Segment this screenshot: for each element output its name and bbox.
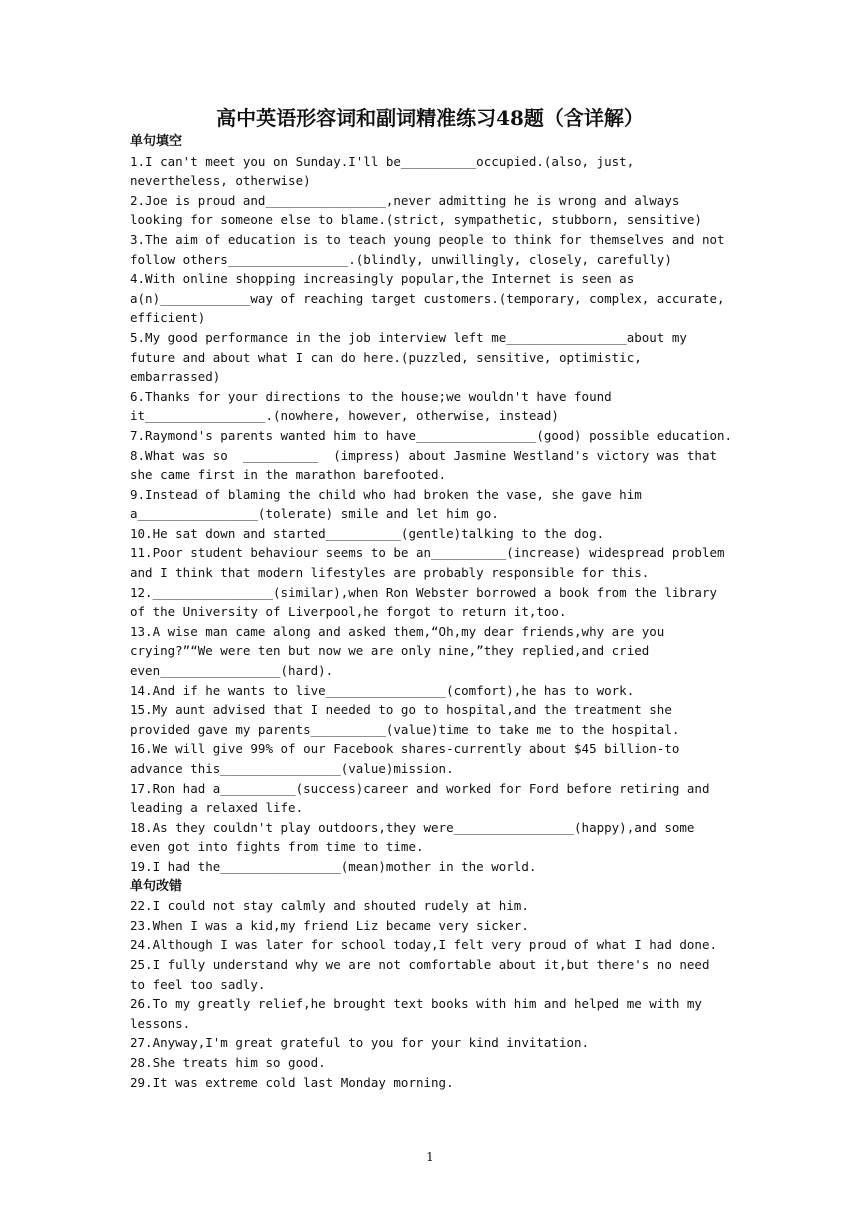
text-line: and I think that modern lifestyles are probably responsible for this. — [130, 565, 650, 581]
text-line: advance this________________(value)mission. — [130, 761, 454, 776]
text-line: 1.I can't meet you on Sunday.I'll be__________occupied.(also, just, — [130, 153, 635, 169]
text-line: even got into fights from time to time. — [130, 839, 424, 855]
text-line: 13.A wise man came along and asked them,“Oh,my dear friends,why are you — [130, 623, 665, 639]
text-line: a________________(tolerate) smile and let him go. — [130, 506, 499, 522]
text-line: 10.He sat down and started__________(gentle)talking to the dog. — [130, 525, 605, 541]
text-line: leading a relaxed life. — [130, 800, 304, 816]
text-line: 14.And if he wants to live________________(comfort),he has to work. — [130, 682, 635, 698]
text-line: it________________.(nowhere, however, otherwise, instead) — [130, 408, 559, 424]
text-line: lessons. — [130, 1015, 191, 1031]
text-line: 23.When I was a kid,my friend Liz became very sicker. — [130, 917, 529, 933]
text-line: 5.My good performance in the job interview left me________________about my — [130, 329, 687, 345]
text-line: 3.The aim of education is to teach young people to think for themselves and not — [130, 231, 725, 247]
text-line: a(n)____________way of reaching target customers.(temporary, complex, accurate, — [130, 290, 725, 306]
text-line: 26.To my greatly relief,he brought text books with him and helped me with my — [130, 996, 702, 1012]
text-line: 22.I could not stay calmly and shouted rudely at him. — [130, 898, 529, 914]
text-line: provided gave my parents__________(value)time to take me to the hospital. — [130, 721, 680, 737]
section-heading-error-correction: 单句改错 — [130, 878, 183, 894]
text-line: 18.As they couldn't play outdoors,they were________________(happy),and some — [130, 819, 695, 835]
text-line: nevertheless, otherwise) — [130, 173, 311, 189]
text-line: 7.Raymond's parents wanted him to have________________(good) possible education. — [130, 427, 733, 443]
document-body — [130, 132, 742, 1092]
text-line: future and about what I can do here.(puzzled, sensitive, optimistic, — [130, 349, 642, 365]
text-line: 28.She treats him so good. — [130, 1054, 326, 1070]
text-line: even________________(hard). — [130, 663, 334, 679]
text-line: looking for someone else to blame.(strict, sympathetic, stubborn, sensitive) — [130, 212, 702, 228]
text-line: 25.I fully understand why we are not comfortable about it,but there's no need — [130, 956, 710, 972]
text-line: 24.Although I was later for school today,I felt very proud of what I had done. — [130, 937, 717, 953]
text-line: 16.We will give 99% of our Facebook shares-currently about $45 billion-to — [130, 741, 680, 757]
text-line: follow others________________.(blindly, unwillingly, closely, carefully) — [130, 251, 672, 267]
text-line: to feel too sadly. — [130, 976, 266, 992]
text-line: she came first in the marathon barefooted. — [130, 467, 447, 483]
text-line: embarrassed) — [130, 369, 221, 385]
text-line: 9.Instead of blaming the child who had broken the vase, she gave him — [130, 486, 642, 502]
section-fill-in-lines — [130, 152, 742, 877]
text-line: 12.________________(similar),when Ron Webster borrowed a book from the library — [130, 584, 717, 600]
text-line: 4.With online shopping increasingly popular,the Internet is seen as — [130, 271, 635, 287]
text-line: 29.It was extreme cold last Monday morning. — [130, 1074, 454, 1090]
text-line: of the University of Liverpool,he forgot to return it,too. — [130, 604, 567, 620]
text-line: 2.Joe is proud and________________,never admitting he is wrong and always — [130, 192, 680, 208]
document-title: 高中英语形容词和副词精准练习48题（含详解） — [216, 106, 644, 130]
page-number: 1 — [426, 1150, 434, 1164]
text-line: 11.Poor student behaviour seems to be an__________(increase) widespread problem — [130, 545, 725, 561]
text-line: 19.I had the________________(mean)mother in the world. — [130, 858, 537, 874]
section-heading-fill-in: 单句填空 — [130, 134, 183, 149]
text-line: 8.What was so __________ (impress) about Jasmine Westland's victory was that — [130, 447, 717, 463]
text-line: 6.Thanks for your directions to the house;we wouldn't have found — [130, 388, 612, 404]
section-error-correction-lines — [130, 896, 742, 1092]
text-line: efficient) — [130, 310, 206, 326]
text-line: 17.Ron had a__________(success)career and worked for Ford before retiring and — [130, 780, 710, 796]
text-line: crying?”“We were ten but now we are only nine,”they replied,and cried — [130, 643, 650, 659]
text-line: 15.My aunt advised that I needed to go to hospital,and the treatment she — [130, 702, 672, 718]
text-line: 27.Anyway,I'm great grateful to you for your kind invitation. — [130, 1035, 590, 1051]
